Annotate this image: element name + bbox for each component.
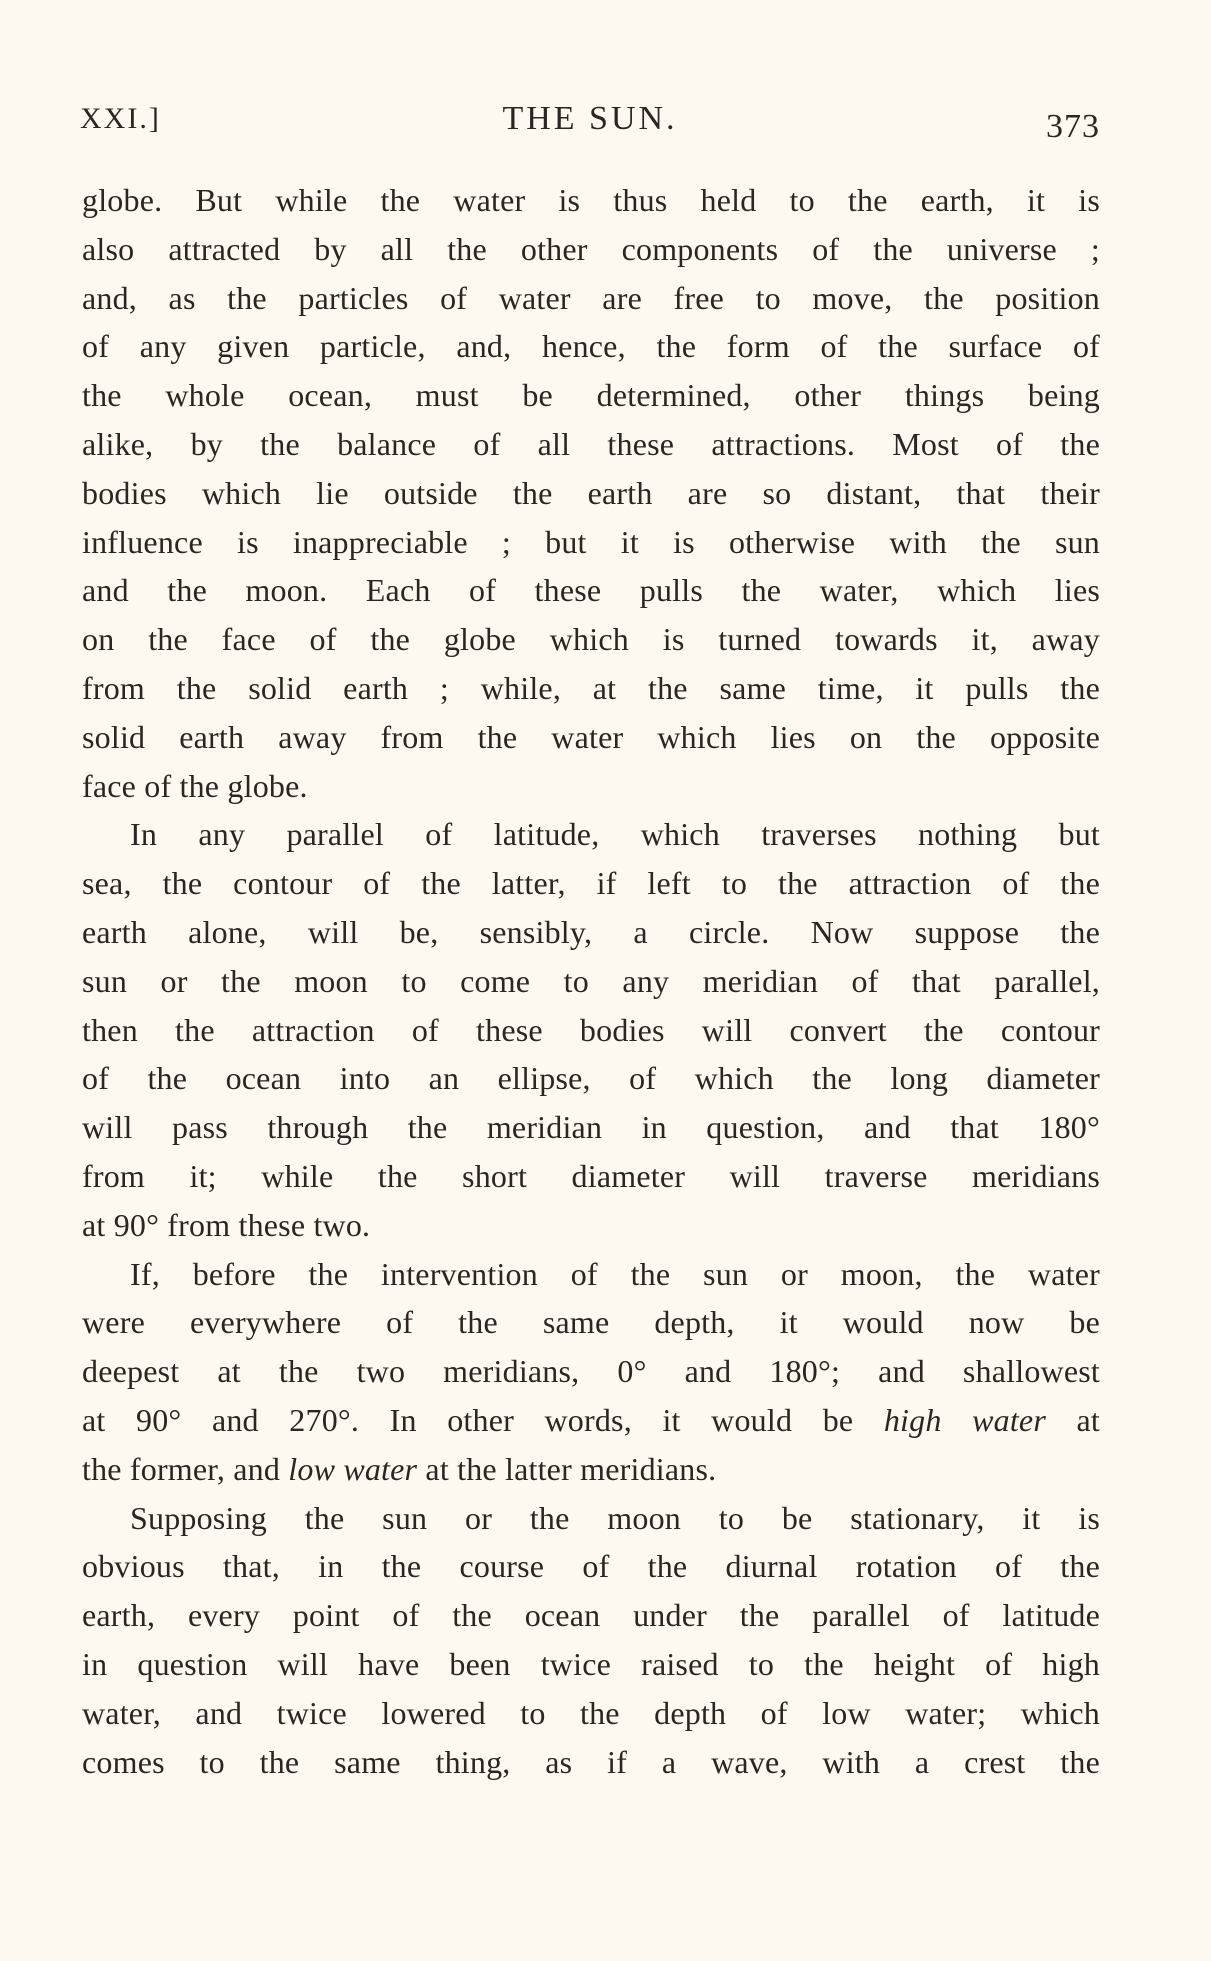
text-line: at 90° from these two. — [82, 1206, 371, 1243]
text-line: sea, the contour of the latter, if left to the attraction of the — [82, 865, 1100, 902]
text-line: and, as the particles of water are free to move, the position — [82, 279, 1100, 316]
text-line: alike, by the balance of all these attractions. Most of the — [82, 425, 1100, 462]
italic-term-high-water: high water — [883, 1401, 1046, 1438]
text-line: in question will have been twice raised to the height of high — [82, 1645, 1100, 1682]
text-line: also attracted by all the other components of the universe ; — [82, 230, 1100, 267]
text-line: earth, every point of the ocean under the parallel of latitude — [82, 1597, 1100, 1634]
text-segment: at — [1076, 1401, 1101, 1438]
text-line: globe. But while the water is thus held to the earth, it is — [82, 182, 1100, 218]
text-line: will pass through the meridian in question, and that 180° — [82, 1109, 1100, 1146]
text-line: comes to the same thing, as if a wave, with a crest the — [82, 1743, 1100, 1780]
page-number: 373 — [1046, 108, 1100, 145]
text-line: bodies which lie outside the earth are so distant, that their — [82, 474, 1100, 511]
text-line — [82, 1396, 1100, 1445]
text-line: Supposing the sun or the moon to be stationary, it is — [130, 1499, 1100, 1536]
text-line — [82, 1445, 1100, 1494]
text-line: In any parallel of latitude, which traverses nothing but — [130, 816, 1100, 853]
running-title: THE SUN. — [502, 100, 678, 137]
text-line: face of the globe. — [82, 767, 308, 804]
text-line: deepest at the two meridians, 0° and 180°; and shallowest — [82, 1353, 1100, 1390]
chapter-marker: XXI.] — [80, 102, 161, 135]
text-line: were everywhere of the same depth, it would now be — [82, 1304, 1100, 1341]
text-line: from the solid earth ; while, at the same time, it pulls the — [82, 669, 1100, 706]
running-header — [80, 96, 1100, 146]
text-line: from it; while the short diameter will traverse meridians — [82, 1157, 1100, 1194]
text-line: sun or the moon to come to any meridian of that parallel, — [82, 962, 1100, 999]
text-line: earth alone, will be, sensibly, a circle. Now suppose the — [82, 913, 1100, 950]
italic-term-low-water: low water — [288, 1450, 418, 1487]
text-line: of the ocean into an ellipse, of which the long diameter — [82, 1060, 1100, 1097]
text-line: of any given particle, and, hence, the form of the surface of — [82, 328, 1100, 365]
text-line: If, before the intervention of the sun or moon, the water — [130, 1255, 1100, 1292]
text-segment: at 90° and 270°. In other words, it would be — [82, 1401, 854, 1438]
text-line: solid earth away from the water which lies on the opposite — [82, 718, 1100, 755]
text-segment: at the latter meridians. — [425, 1450, 717, 1487]
text-line: the whole ocean, must be determined, other things being — [82, 377, 1100, 414]
text-line: water, and twice lowered to the depth of low water; which — [82, 1694, 1100, 1731]
body-text — [82, 176, 1100, 1786]
text-line: influence is inappreciable ; but it is otherwise with the sun — [82, 523, 1100, 560]
text-line: then the attraction of these bodies will convert the contour — [82, 1011, 1100, 1048]
text-segment: the former, and — [82, 1450, 281, 1487]
text-line: obvious that, in the course of the diurnal rotation of the — [82, 1548, 1100, 1585]
text-line: and the moon. Each of these pulls the water, which lies — [82, 572, 1100, 609]
text-line: on the face of the globe which is turned towards it, away — [82, 621, 1100, 658]
